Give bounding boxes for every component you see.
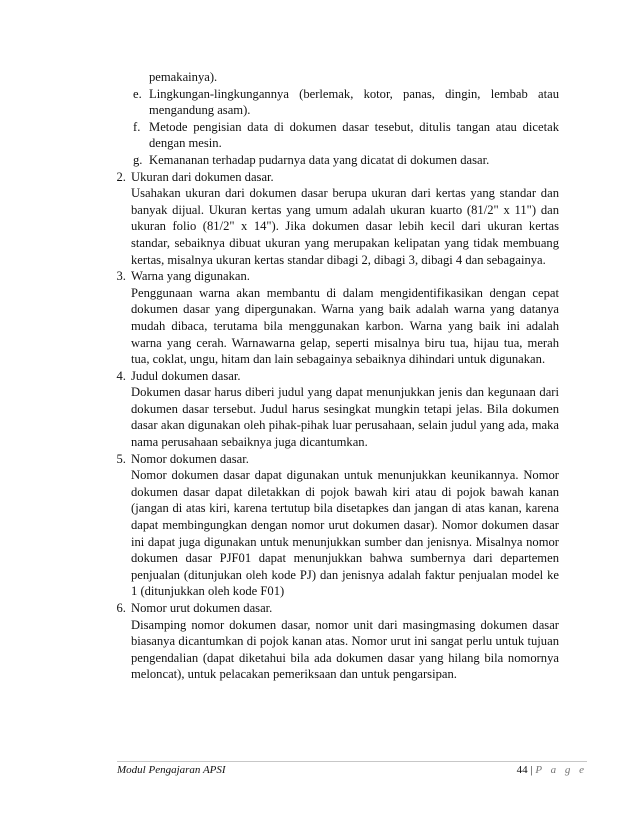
list-item-d-continuation: pemakainya). bbox=[149, 70, 218, 84]
footer-page-indicator bbox=[517, 764, 587, 776]
section-paragraph: Dokumen dasar harus diberi judul yang dapat menunjukkan jenis dan kegunaan dari dokumen dasar tersebut. Judul harus sesingkat mungkin tetapi jelas. Bila dokumen dasar akan digunakan oleh pihak-pihak luar perusahaan, selain judul yang ada, maka nama perusahaan sebaiknya juga dicantumkan. bbox=[131, 385, 559, 450]
section-heading bbox=[117, 368, 559, 385]
list-marker: f. bbox=[133, 119, 141, 134]
section-heading bbox=[117, 451, 559, 468]
page-separator: | bbox=[530, 764, 533, 776]
page-body bbox=[117, 69, 559, 683]
list-marker: g. bbox=[133, 152, 143, 167]
page-number: 44 bbox=[516, 764, 528, 776]
section-number: 4. bbox=[116, 368, 126, 383]
section-title: Nomor dokumen dasar. bbox=[131, 451, 249, 466]
list-marker: e. bbox=[133, 86, 142, 101]
list-item-f bbox=[117, 119, 559, 152]
list-item-e bbox=[117, 86, 559, 119]
footer-divider bbox=[117, 761, 587, 762]
section-title: Nomor urut dokumen dasar. bbox=[131, 601, 273, 615]
list-item-text: Lingkungan-lingkungannya (berlemak, kotor, panas, dingin, lembab atau mengandung asam). bbox=[149, 86, 559, 118]
section-title: Ukuran dari dokumen dasar. bbox=[131, 169, 274, 184]
section-number: 2. bbox=[116, 169, 126, 184]
section-number: 5. bbox=[116, 451, 126, 466]
section-paragraph: Penggunaan warna akan membantu di dalam mengidentifikasikan dengan cepat dokumen dasar yang dipergunakan. Warna yang baik adalah warna yang datanya mudah dibaca, terutama bila menggunakan karbon. Warna yang baik ini adalah warna yang cerah. Warnawarna gelap, seperti misalnya biru tua, hijau tua, merah tua, coklat, ungu, hitam dan lain sebagainya sebaiknya dihindari untuk digunakan. bbox=[131, 285, 559, 367]
list-item-text: Metode pengisian data di dokumen dasar tesebut, ditulis tangan atau dicetak dengan mesin. bbox=[149, 119, 559, 151]
page-label: P a g e bbox=[535, 764, 587, 776]
section-paragraph: Usahakan ukuran dari dokumen dasar berupa ukuran dari kertas yang standar dan banyak dijual. Ukuran kertas yang umum adalah ukuran kuarto (81/2" x 11") dan ukuran folio (81/2" x 14"). Jika dokumen dasar lebih kecil dari ukuran kertas standar, sebaiknya dibuat ukuran yang merupakan kelipatan yang tidak membuang kertas, misalnya ukuran kertas standar dibagi 2, dibagi 3, dibagi 4 dan sebagainya. bbox=[131, 186, 559, 267]
section-heading bbox=[117, 600, 559, 617]
section-heading bbox=[117, 169, 559, 186]
section-number: 6. bbox=[116, 601, 126, 615]
section-paragraph: Nomor dokumen dasar dapat digunakan untuk menunjukkan keunikannya. Nomor dokumen dasar dapat diletakkan di pojok bawah kiri atau di pojok bawah kanan (jangan di atas kiri, karena tertutup bila disetapkes dan jangan di atas kanan, karena dapat membingungkan dengan nomor urut dokumen dasar). Nomor dokumen dasar ini dapat juga digunakan untuk menunjukkan sumber dan jenisnya. Misalnya nomor dokumen dasar PJF01 dapat menunjukkan bahwa sumbernya dari departemen penjualan (ditunjukan oleh kode PJ) dan jenisnya adalah faktur penjualan model ke 1 (ditunjukkan oleh kode F01) bbox=[131, 468, 559, 599]
section-title: Judul dokumen dasar. bbox=[131, 368, 241, 383]
list-item-g bbox=[117, 152, 559, 169]
section-title: Warna yang digunakan. bbox=[131, 269, 250, 284]
section-paragraph: Disamping nomor dokumen dasar, nomor unit dari masingmasing dokumen dasar biasanya dicantumkan di pojok kanan atas. Nomor urut ini sangat perlu untuk tujuan pengendalian (dapat diketahui bila ada dokumen dasar yang hilang bila nomornya meloncat), untuk pelacakan pemeriksaan dan untuk pengarsipan. bbox=[131, 617, 559, 682]
section-number: 3. bbox=[116, 269, 126, 284]
footer-module-title: Modul Pengajaran APSI bbox=[117, 764, 226, 776]
section-heading bbox=[117, 268, 559, 285]
list-item-text: Kemananan terhadap pudarnya data yang dicatat di dokumen dasar. bbox=[149, 152, 490, 167]
